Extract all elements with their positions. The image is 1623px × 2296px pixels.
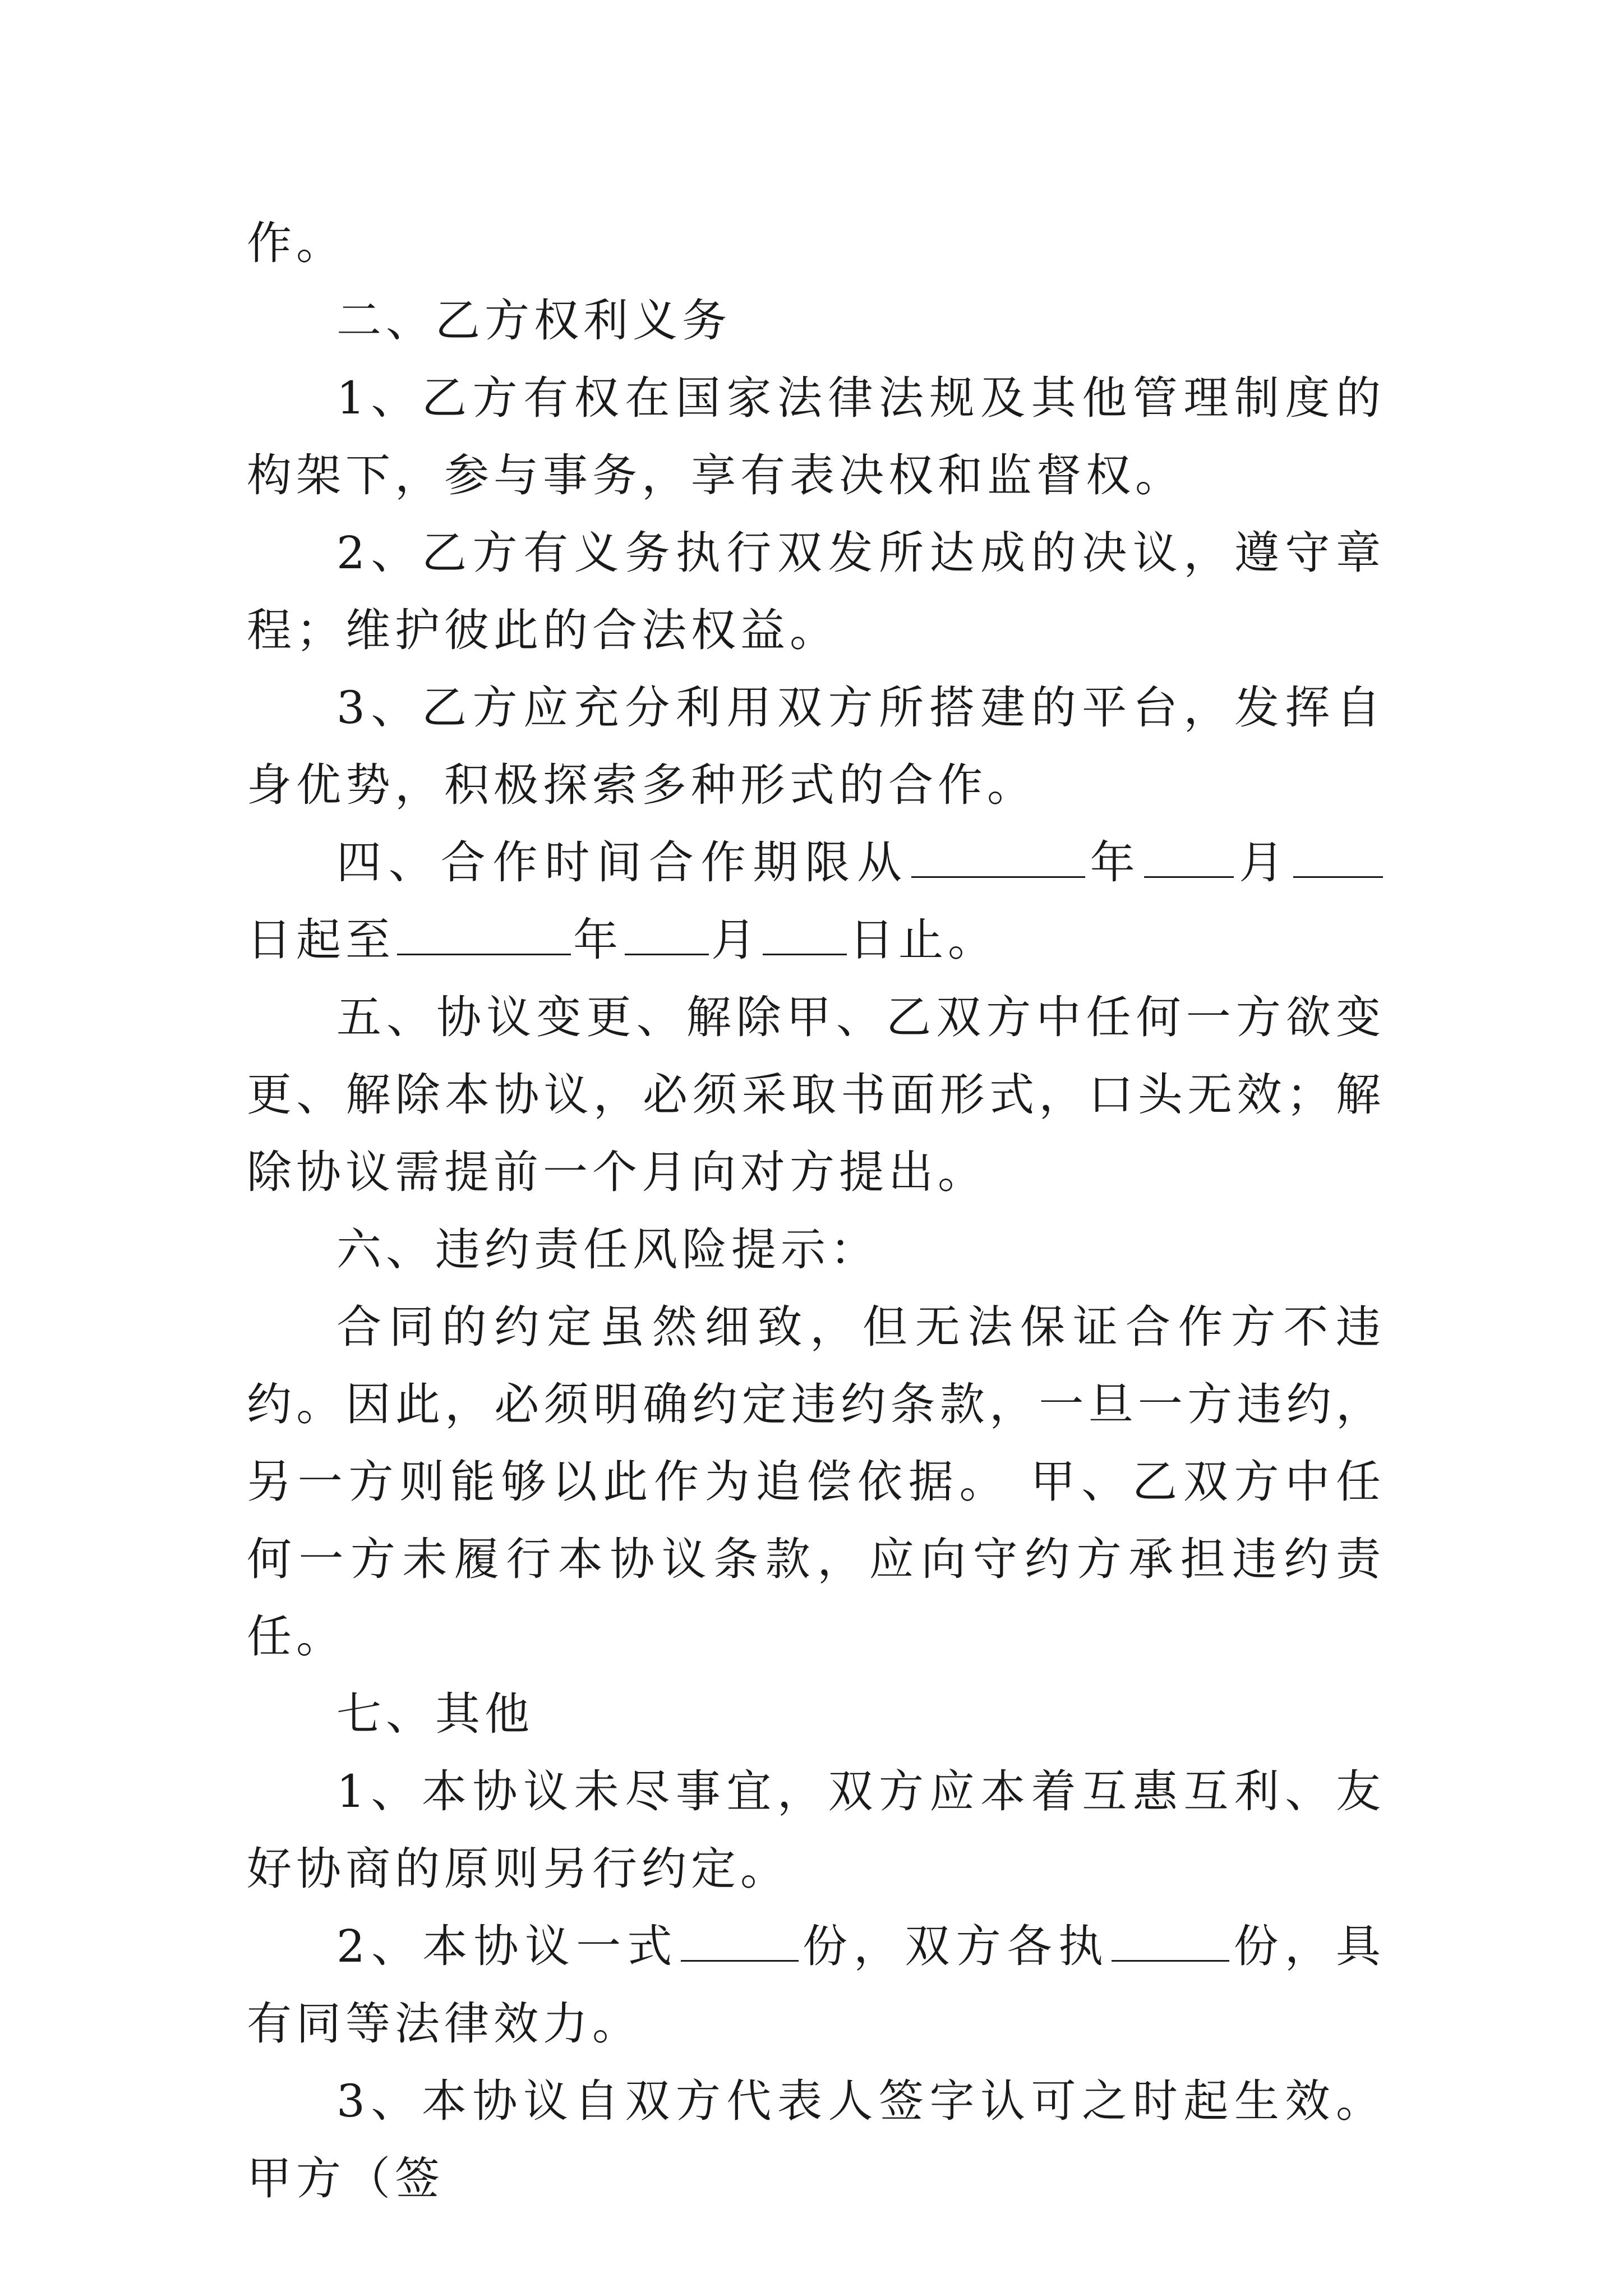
section-breach-liability: 六、违约责任风险提示： [336,1223,879,1276]
end-month-blank [625,902,709,955]
end-day-label: 日止。 [849,914,997,966]
section-cooperation-period [247,824,1385,979]
start-year-blank [911,825,1085,878]
clause-breach-explanation: 合同的约定虽然细致，但无法保证合作方不违约。因此，必须明确约定违约条款，一旦一方违约，另一方则能够以此作为追偿依据。 甲、乙双方中任何一方未履行本协议条款，应向守约方承担违约责任。 [247,1301,1385,1663]
section-agreement-change: 五、协议变更、解除甲、乙双方中任何一方欲变更、解除本协议，必须采取书面形式，口头无效；解除协议需提前一个月向对方提出。 [247,991,1385,1198]
start-month-blank [1144,825,1234,878]
each-party-copies-blank [1112,1908,1229,1962]
clause-other-2-copies [247,1908,1385,2063]
end-month-label: 月 [711,914,760,966]
clause-party-b-right-1: 1、乙方有权在国家法律法规及其他管理制度的构架下，参与事务，享有表决权和监督权。 [247,372,1385,501]
end-day-blank [763,902,847,955]
clause-party-b-duty-3: 3、乙方应充分利用双方所搭建的平台，发挥自身优势，积极探索多种形式的合作。 [247,682,1385,811]
clause-party-b-duty-2: 2、乙方有义务执行双发所达成的决议，遵守章程；维护彼此的合法权益。 [247,527,1385,656]
end-year-blank [397,902,571,955]
end-year-label: 年 [573,914,623,966]
section-heading-party-b-rights: 二、乙方权利义务 [336,295,731,347]
start-year-label: 年 [1087,836,1142,889]
section-other: 七、其他 [336,1688,534,1740]
start-month-label: 月 [1236,836,1292,889]
copies-end-text: 份，具有同等法律效力。 [247,1920,1386,2050]
clause-other-1: 1、本协议未尽事宜，双方应本着互惠互利、友好协商的原则另行约定。 [247,1765,1385,1895]
document-body [247,205,1385,2217]
total-copies-blank [681,1908,799,1962]
clause-other-3-effective: 3、本协议自双方代表人签字认可之时起生效。甲方（签 [247,2075,1385,2205]
copies-middle-text: 份，双方各执 [800,1920,1110,1972]
copies-intro-text: 2、本协议一式 [336,1920,679,1972]
start-day-label: 日起至 [247,914,395,966]
start-day-blank [1293,825,1383,878]
paragraph-continuation: 作。 [247,217,345,269]
period-intro-text: 四、合作时间合作期限从 [336,836,909,889]
